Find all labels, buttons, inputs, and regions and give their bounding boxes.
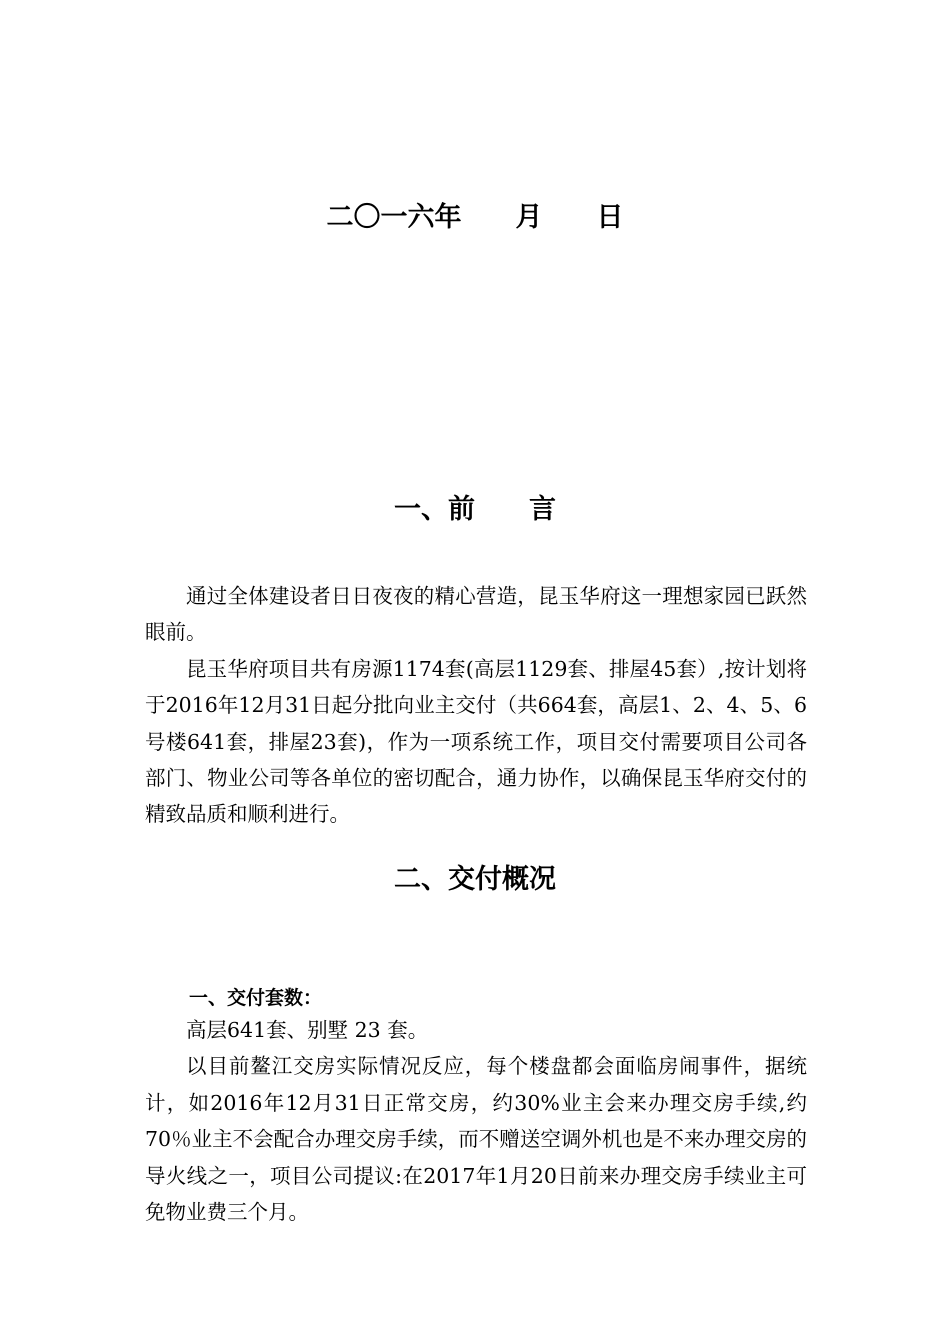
preface-body [145, 578, 807, 833]
subsection-title-delivery-count: 一、交付套数： [189, 987, 323, 1009]
preface-paragraph: 通过全体建设者日日夜夜的精心营造，昆玉华府这一理想家园已跃然眼前。 [145, 584, 807, 645]
overview-body [145, 1012, 807, 1230]
preface-paragraph: 昆玉华府项目共有房源1174套(高层1129套、排屋45套）,按计划将于2016年12月31日起分批向业主交付（共664套，高层1、2、4、5、6号楼641套，排屋23套)，作为一项系统工作，项目交付需要项目公司各部门、物业公司等各单位的密切配合，通力协作，以确保昆玉华府交付的精致品质和顺利进行。 [145, 656, 807, 827]
overview-paragraph: 高层641套、别墅 23 套。 [186, 1018, 429, 1042]
overview-paragraph: 以目前鳌江交房实际情况反应，每个楼盘都会面临房闹事件，据统计，如2016年12月31日正常交房，约30%业主会来办理交房手续,约70％业主不会配合办理交房手续，而不赠送空调外机也是不来办理交房的导火线之一，项目公司提议:在2017年1月20日前来办理交房手续业主可免物业费三个月。 [145, 1054, 807, 1225]
section-heading-preface: 一、前 言 [394, 494, 556, 525]
date-line: 二〇一六年 月 日 [326, 202, 624, 233]
section-heading-overview: 二、交付概况 [394, 864, 556, 895]
